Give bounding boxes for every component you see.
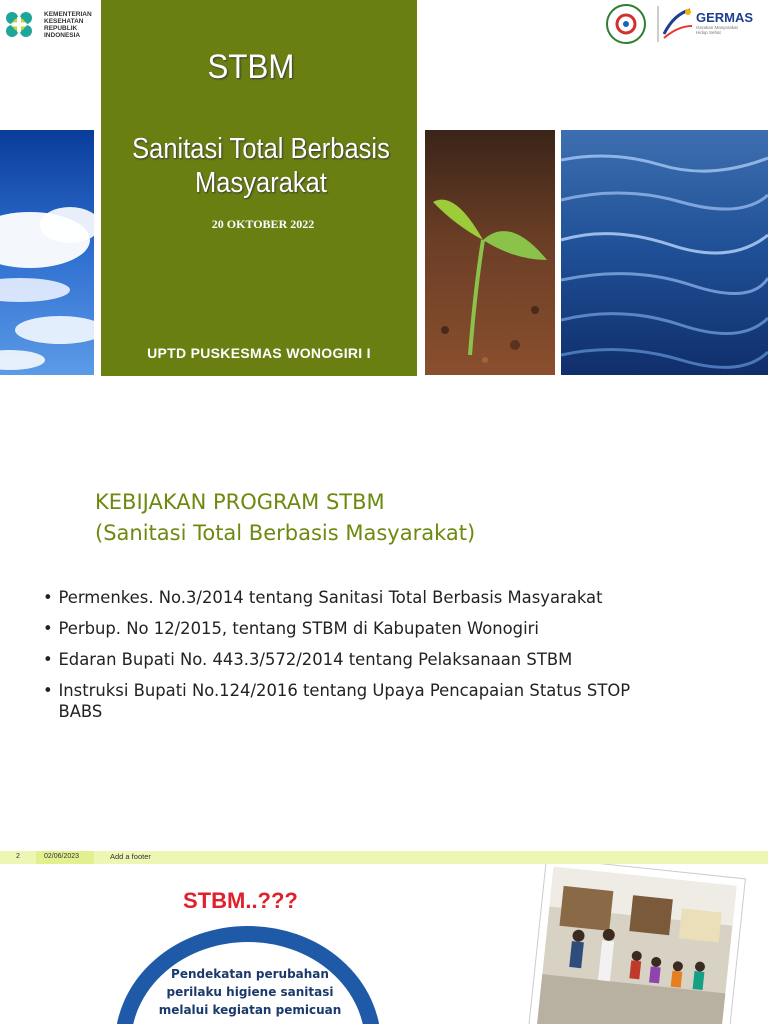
bullet-item: • Edaran Bupati No. 443.3/572/2014 tentang Pelaksanaan STBM: [43, 650, 719, 671]
germas-logo-subtext: Gerakan Masyarakat Hidup Sehat: [696, 25, 738, 35]
stbm-definition-slide: [0, 864, 768, 1024]
slide-title: STBM: [207, 48, 295, 86]
organization-name: UPTD PUSKESMAS WONOGIRI I: [147, 345, 371, 361]
bullet-item: • Permenkes. No.3/2014 tentang Sanitasi Total Berbasis Masyarakat: [43, 588, 719, 609]
community-meeting-photo: [508, 864, 768, 1024]
sky-clouds-image: [0, 130, 94, 375]
policy-heading-line2: (Sanitasi Total Berbasis Masyarakat): [95, 521, 476, 545]
germas-logo-text: GERMAS: [696, 10, 754, 25]
presentation-date: 20 OKTOBER 2022: [211, 217, 315, 231]
arc-description: Pendekatan perubahan perilaku higiene sanitasi melalui kegiatan pemicuan: [158, 967, 342, 1017]
slide-subtitle: Sanitasi Total Berbasis Masyarakat: [132, 133, 390, 199]
water-image: [561, 130, 768, 375]
stbm-question-heading: STBM..???: [183, 888, 298, 913]
title-slide: [0, 0, 768, 385]
footer-text: Add a footer: [110, 852, 151, 861]
bullet-item: • Instruksi Bupati No.124/2016 tentang Upaya Pencapaian Status STOP BABS: [43, 681, 676, 723]
policy-heading-line1: KEBIJAKAN PROGRAM STBM: [95, 490, 385, 514]
slide-number: 2: [16, 853, 20, 860]
footer-date: 02/06/2023: [44, 853, 80, 860]
sprout-image: [425, 130, 555, 375]
bullet-item: • Perbup. No 12/2015, tentang STBM di Kabupaten Wonogiri: [43, 619, 719, 640]
kemenkes-logo-text: KEMENTERIAN KESEHATAN REPUBLIK INDONESIA: [44, 11, 92, 39]
policy-bullet-list: [43, 588, 743, 733]
policy-heading: [95, 487, 475, 549]
policy-slide: [0, 385, 768, 851]
